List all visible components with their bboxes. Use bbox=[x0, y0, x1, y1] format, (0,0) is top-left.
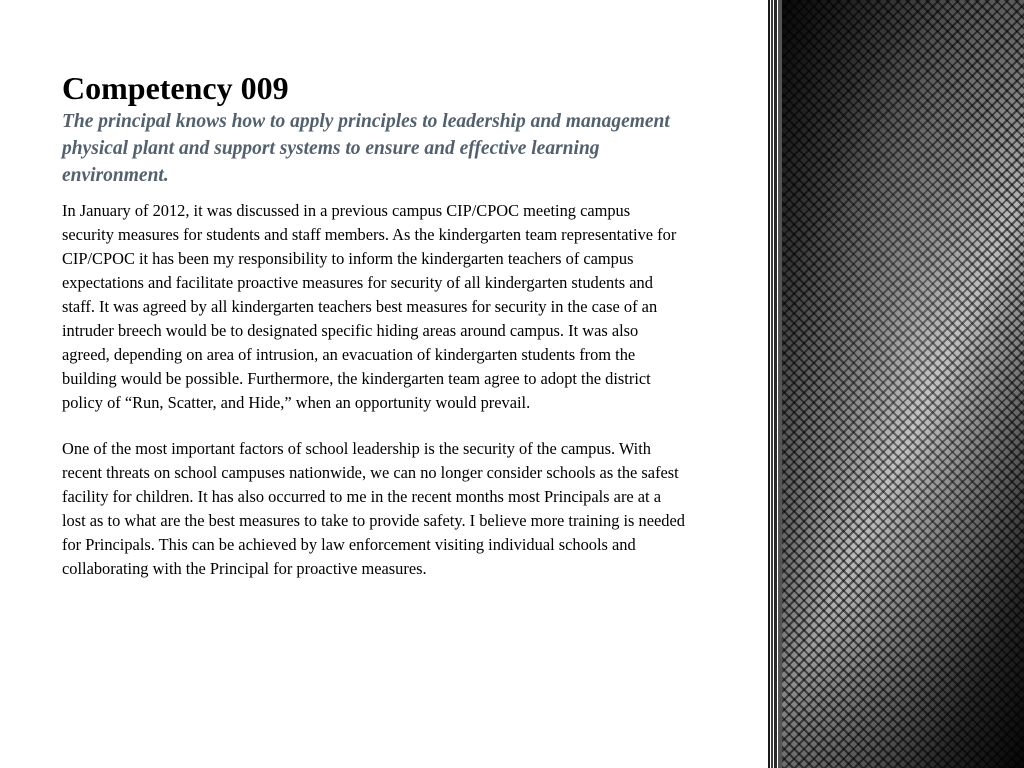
decorative-mesh-shade bbox=[782, 0, 1024, 768]
body-paragraph-1: In January of 2012, it was discussed in a previous campus CIP/CPOC meeting campus security measures for students and staff members. As the kindergarten team representative for CIP/CPOC it has been my responsibility to inform the kindergarten teachers of campus expectations and facilitate proactive measures for security of all kindergarten students and staff. It was agreed by all kindergarten teachers best measures for security in the case of an intruder breech would be to designated specific hiding areas around campus. It was also agreed, depending on area of intrusion, an evacuation of kindergarten students from the building would be possible. Furthermore, the kindergarten team agree to adopt the district policy of “Run, Scatter, and Hide,” when an opportunity would prevail. bbox=[62, 201, 677, 412]
slide-content bbox=[62, 68, 686, 603]
slide-subtitle: The principal knows how to apply principles to leadership and management physical plant and support systems to ensure and effective learning environment. bbox=[62, 111, 670, 186]
slide-title: Competency 009 bbox=[62, 70, 289, 106]
body-paragraph-2: One of the most important factors of school leadership is the security of the campus. With recent threats on school campuses nationwide, we can no longer consider schools as the safest facility for children. It has also occurred to me in the recent months most Principals are at a lost as to what are the best measures to take to provide safety. I believe more training is needed for Principals. This can be achieved by law enforcement visiting individual schools and collaborating with the Principal for proactive measures. bbox=[62, 439, 685, 578]
decorative-stripe-panel bbox=[766, 0, 782, 768]
